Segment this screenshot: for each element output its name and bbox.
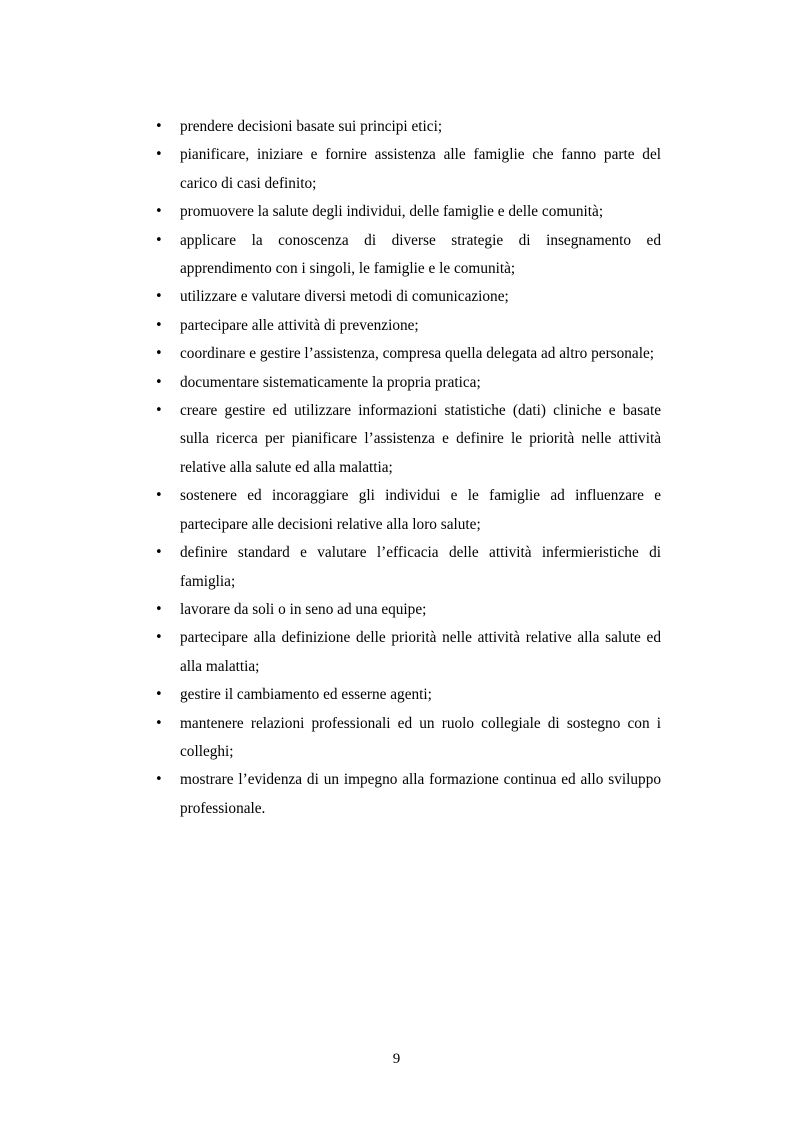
- list-item: [155, 283, 661, 311]
- list-item-text: creare gestire ed utilizzare informazioni statistiche (dati) cliniche e basate sulla ricerca per pianificare l’assistenza e definire le priorità nelle attività relative alla salute ed alla malattia;: [180, 402, 661, 476]
- bullet-icon: •: [155, 715, 163, 731]
- list-item-text: partecipare alle attività di prevenzione;: [180, 316, 419, 334]
- list-item: [155, 369, 661, 397]
- list-item-text: lavorare da soli o in seno ad una equipe;: [180, 600, 427, 618]
- list-item: [155, 482, 661, 539]
- bullet-icon: •: [155, 346, 163, 362]
- bullet-icon: •: [155, 545, 163, 561]
- bullet-icon: •: [155, 317, 163, 333]
- bullet-icon: •: [155, 232, 163, 248]
- list-item-text: gestire il cambiamento ed esserne agenti;: [180, 686, 432, 704]
- list-item: [155, 312, 661, 340]
- bullet-icon: •: [155, 119, 163, 134]
- list-item-text: partecipare alla definizione delle priorità nelle attività relative alla salute ed alla malattia;: [180, 629, 661, 675]
- bullet-icon: •: [155, 488, 163, 504]
- bullet-icon: •: [155, 374, 163, 390]
- list-item: [155, 227, 661, 284]
- list-item-text: promuovere la salute degli individui, delle famiglie e delle comunità;: [180, 203, 604, 221]
- list-item: [155, 340, 661, 368]
- list-item-text: sostenere ed incoraggiare gli individui e le famiglie ad influenzare e partecipare alle decisioni relative alla loro salute;: [180, 487, 661, 533]
- list-item-text: mostrare l’evidenza di un impegno alla formazione continua ed allo sviluppo professionale.: [180, 771, 661, 817]
- list-item: [155, 681, 661, 709]
- list-item-text: applicare la conoscenza di diverse strategie di insegnamento ed apprendimento con i singoli, le famiglie e le comunità;: [180, 231, 661, 278]
- bullet-icon: •: [155, 204, 163, 220]
- bullet-icon: •: [155, 403, 163, 419]
- bullet-icon: •: [155, 289, 163, 305]
- bullet-icon: •: [155, 147, 163, 163]
- list-item: [155, 141, 661, 198]
- list-item-text: prendere decisioni basate sui principi etici;: [180, 118, 443, 135]
- bullet-icon: •: [155, 630, 163, 646]
- bullet-icon: •: [155, 601, 163, 617]
- bullet-icon: •: [155, 772, 163, 788]
- list-item-text: pianificare, iniziare e fornire assistenza alle famiglie che fanno parte del carico di casi definito;: [180, 146, 661, 192]
- list-item: [155, 397, 661, 482]
- list-item-text: documentare sistematicamente la propria pratica;: [180, 373, 481, 391]
- list-item-text: mantenere relazioni professionali ed un ruolo collegiale di sostegno con i colleghi;: [180, 714, 661, 760]
- bullet-icon: •: [155, 687, 163, 703]
- list-item: [155, 710, 661, 767]
- list-item: [155, 624, 661, 681]
- list-item-text: definire standard e valutare l’efficacia delle attività infermieristiche di famiglia;: [180, 544, 661, 590]
- list-item: [155, 596, 661, 624]
- list-item-text: utilizzare e valutare diversi metodi di comunicazione;: [180, 288, 509, 306]
- list-item: [155, 198, 661, 226]
- page-number: 9: [392, 1051, 401, 1067]
- list-item-text: coordinare e gestire l’assistenza, compresa quella delegata ad altro personale;: [180, 345, 654, 363]
- list-item: [155, 113, 661, 141]
- bullet-list: [155, 113, 661, 823]
- list-item: [155, 539, 661, 596]
- list-item: [155, 766, 661, 823]
